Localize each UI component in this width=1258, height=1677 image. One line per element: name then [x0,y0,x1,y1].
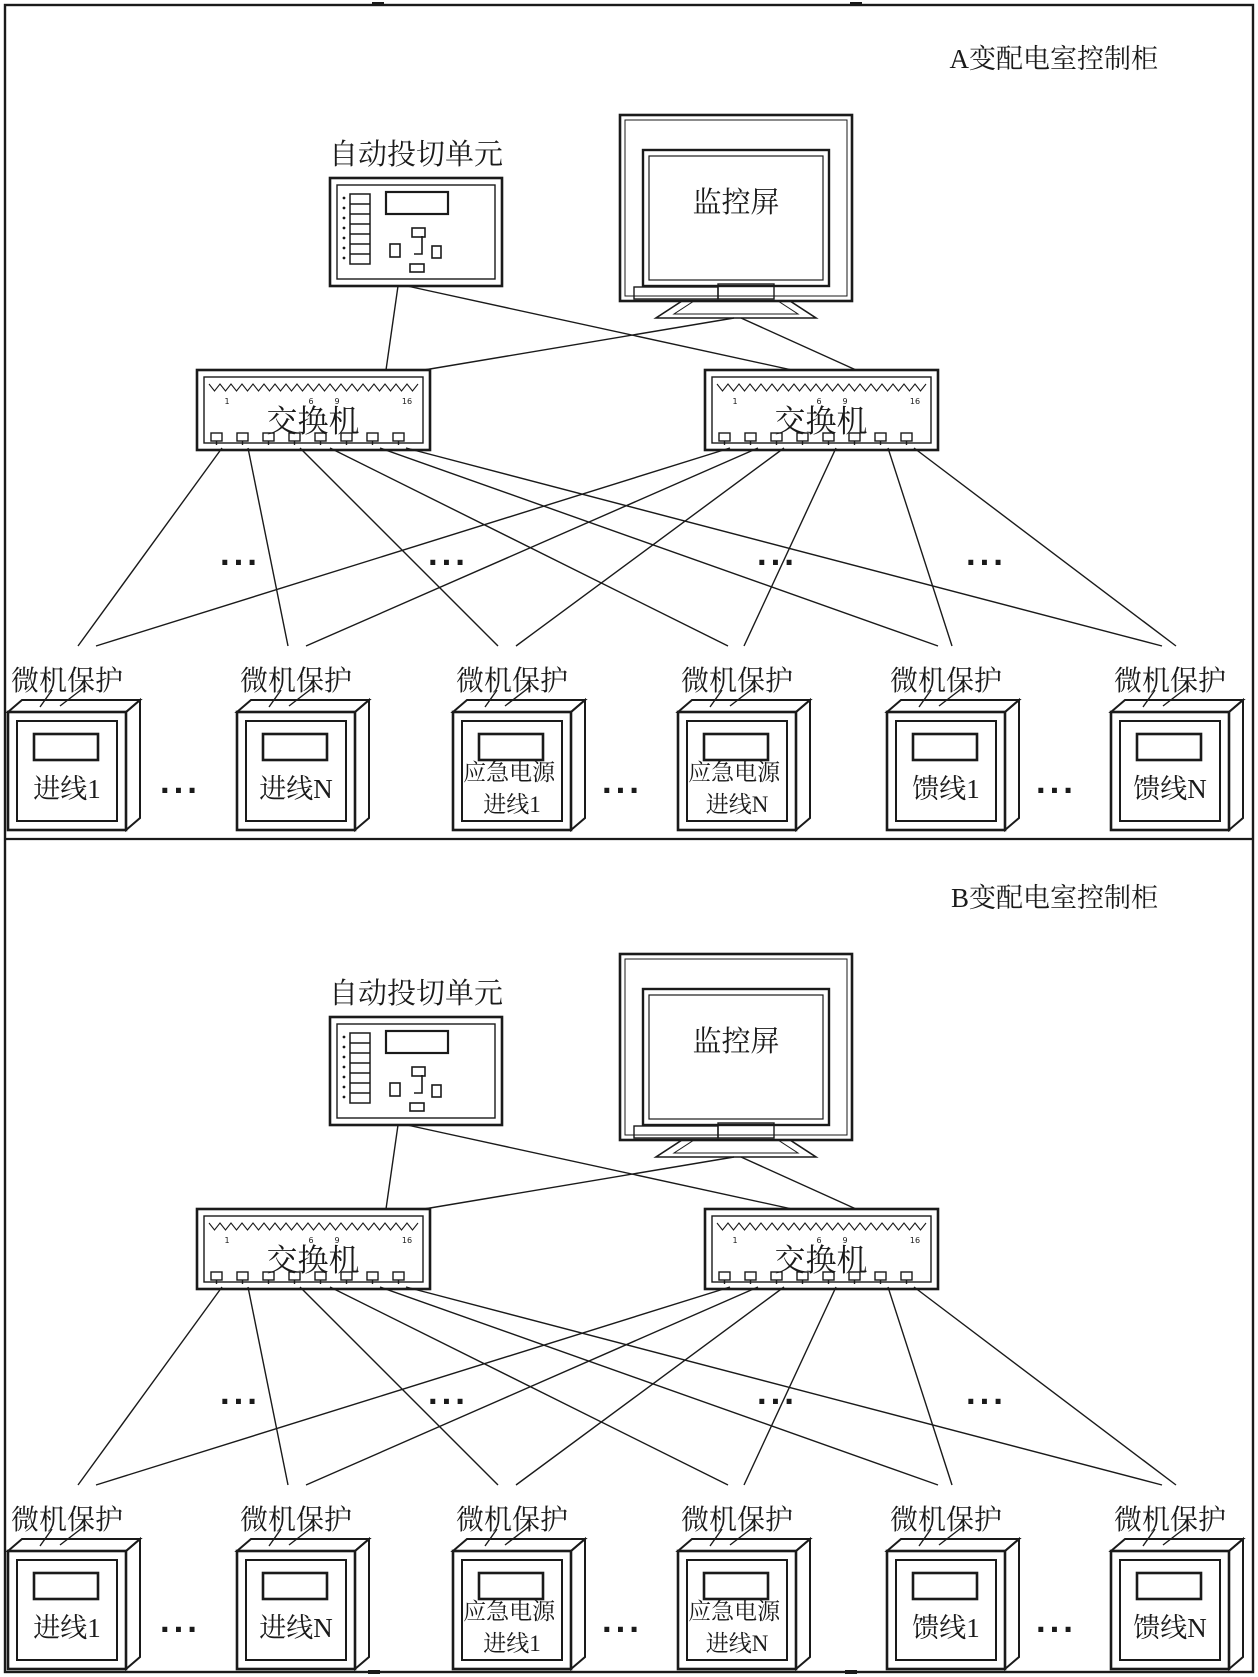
device-label: 微机保护 [680,1505,794,1536]
page-frame [5,2,1253,1674]
port-tick: 16 [401,1236,413,1245]
auto-switch-unit [330,178,502,286]
device-name: 进线N [259,774,333,804]
device-label: 微机保护 [1113,666,1227,697]
ellipsis: ··· [756,1385,798,1418]
switch-left-label: 交换机 [266,404,360,439]
ellipsis: ··· [1035,1613,1077,1646]
monitor-label: 监控屏 [692,1026,780,1058]
device-feeder-1 [887,686,1019,830]
device-incoming-n [237,1525,369,1669]
ellipsis: ··· [159,774,201,807]
port-tick: 9 [842,1236,848,1245]
auto-switch-unit [330,1017,502,1125]
section-b [8,883,1243,1669]
device-feeder-n [1111,1525,1243,1669]
device-name: 应急电源 进线N [688,760,781,817]
port-tick: 1 [224,1236,230,1245]
device-name: 馈线N [1133,774,1207,804]
device-name: 进线1 [33,1613,101,1643]
port-tick: 6 [308,397,314,406]
switch-left-label: 交换机 [266,1243,360,1278]
device-incoming-1 [8,686,140,830]
ellipsis: ··· [601,774,643,807]
ellipsis: ··· [427,1385,469,1418]
device-label: 微机保护 [680,666,794,697]
device-name: 应急电源 进线1 [463,1599,556,1656]
device-label: 微机保护 [10,1505,124,1536]
ellipsis: ··· [1035,774,1077,807]
device-feeder-n [1111,686,1243,830]
section-title: B变配电室控制柜 [950,883,1158,913]
ellipsis: ··· [965,1385,1007,1418]
port-tick: 16 [909,1236,921,1245]
port-tick: 1 [224,397,230,406]
device-label: 微机保护 [239,1505,353,1536]
device-label: 微机保护 [455,666,569,697]
ellipsis: ··· [219,1385,261,1418]
switch-right-label: 交换机 [774,1243,868,1278]
device-row [8,665,1243,830]
device-feeder-1 [887,1525,1019,1669]
port-tick: 9 [842,397,848,406]
monitor-label: 监控屏 [692,187,780,219]
section-a [8,44,1243,830]
device-label: 微机保护 [889,1505,1003,1536]
device-label: 微机保护 [10,666,124,697]
auto-switch-unit-label: 自动投切单元 [328,978,504,1010]
port-tick: 6 [308,1236,314,1245]
port-tick: 6 [816,397,822,406]
device-incoming-n [237,686,369,830]
auto-switch-unit-label: 自动投切单元 [328,139,504,171]
ellipsis: ··· [219,546,261,579]
port-tick: 9 [334,397,340,406]
device-label: 微机保护 [239,666,353,697]
port-tick: 1 [732,1236,738,1245]
device-incoming-1 [8,1525,140,1669]
switch-right-label: 交换机 [774,404,868,439]
device-name: 应急电源 进线N [688,1599,781,1656]
ellipsis: ··· [601,1613,643,1646]
device-label: 微机保护 [1113,1505,1227,1536]
network-lines [78,286,1176,646]
device-name: 进线N [259,1613,333,1643]
ellipsis: ··· [427,546,469,579]
device-row [8,1504,1243,1669]
device-label: 微机保护 [455,1505,569,1536]
device-name: 馈线1 [912,1613,980,1643]
network-lines [78,1125,1176,1485]
device-name: 进线1 [33,774,101,804]
device-name: 馈线N [1133,1613,1207,1643]
ellipsis: ··· [159,1613,201,1646]
port-tick: 16 [401,397,413,406]
ellipsis: ··· [756,546,798,579]
port-tick: 1 [732,397,738,406]
device-name: 应急电源 进线1 [463,760,556,817]
ellipsis: ··· [965,546,1007,579]
port-tick: 6 [816,1236,822,1245]
section-title: A变配电室控制柜 [949,44,1158,74]
port-tick: 9 [334,1236,340,1245]
device-label: 微机保护 [889,666,1003,697]
port-tick: 16 [909,397,921,406]
device-name: 馈线1 [912,774,980,804]
